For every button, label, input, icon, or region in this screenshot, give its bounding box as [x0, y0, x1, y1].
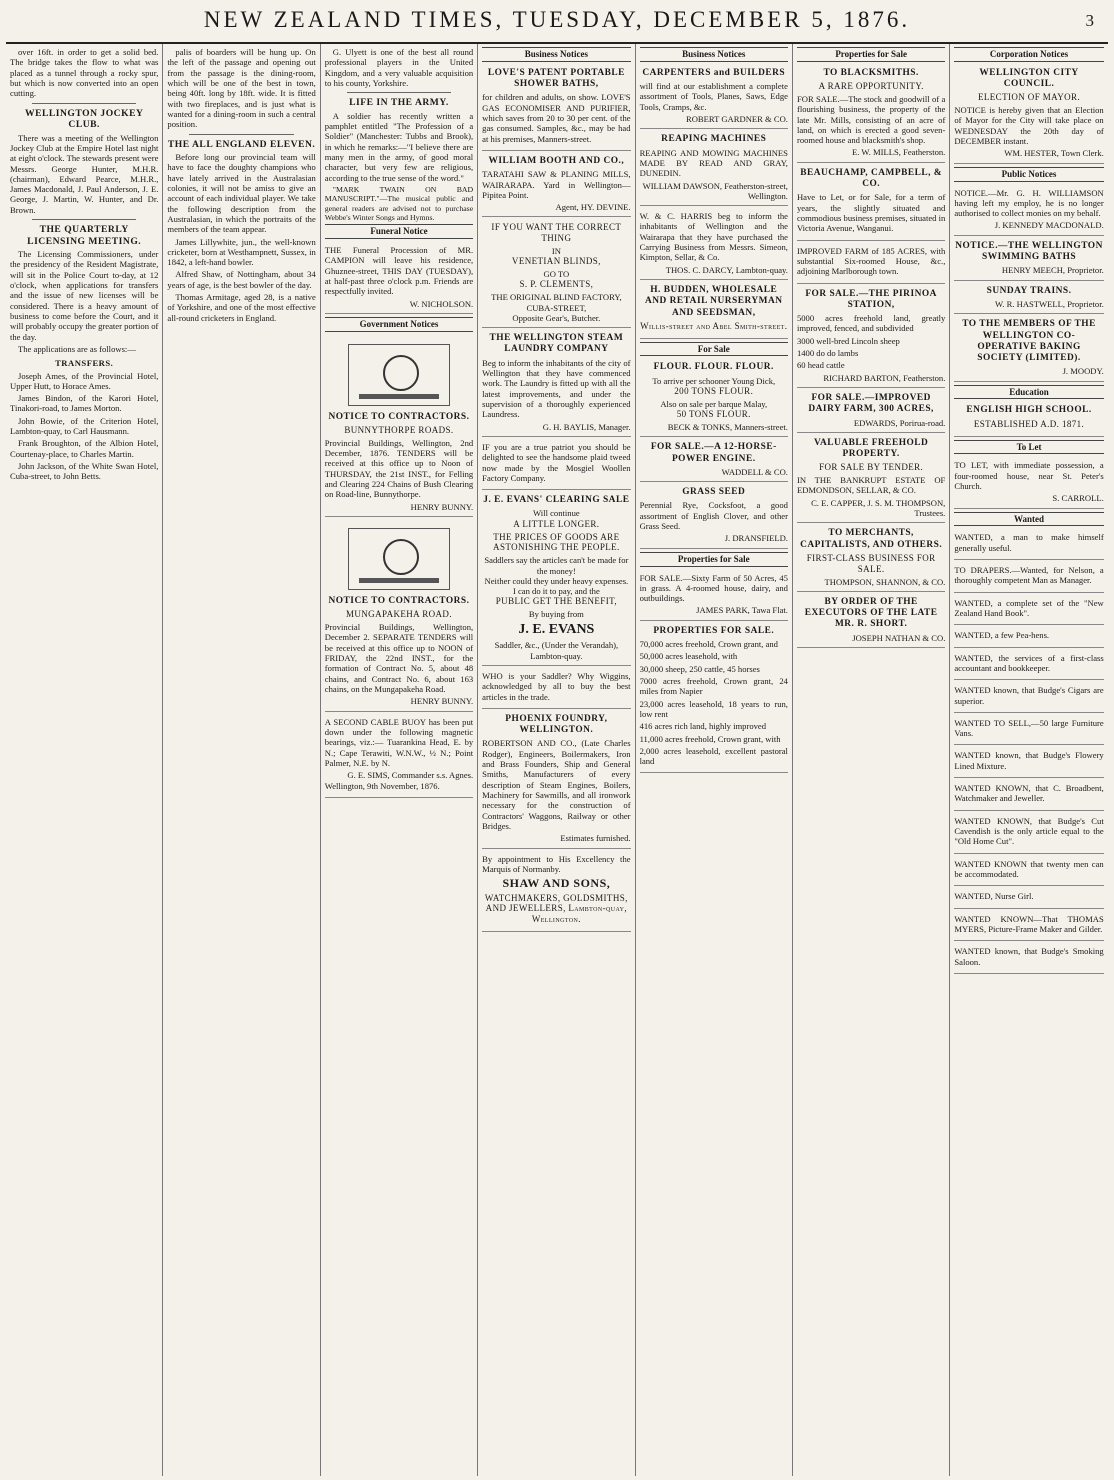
property-item: 23,000 acres leasehold, 18 years to run, low rent [639, 698, 788, 719]
column-4 [478, 44, 635, 1476]
property-item: 50,000 acres leasehold, with [639, 651, 738, 662]
ad-loves-baths [482, 66, 630, 151]
ad-engine [640, 440, 788, 482]
ad-title: TO THE MEMBERS OF THE WELLINGTON CO-OPERATIVE BAKING SOCIETY (LIMITED). [962, 319, 1096, 364]
ad-beauchamp [797, 166, 945, 241]
masthead [6, 0, 1108, 44]
ad-signature: THOMPSON, SHANNON, & CO. [824, 576, 946, 587]
ad-signature: G. H. BAYLIS, Manager. [542, 421, 631, 432]
ad-line: To arrive per schooner Young Dick, [652, 375, 776, 386]
ad-signature: Estimates furnished. [560, 833, 631, 844]
ad-body: IN THE BANKRUPT ESTATE OF EDMONDSON, SELLAR, & CO. [796, 475, 946, 496]
ad-body: IF you are a true patriot you should be delighted to see the handsome plaid tweed now made by the Mosgiel Woollen Factory Company. [482, 441, 631, 483]
ad-line: Saddlers say the articles can't be made for the money! [484, 555, 629, 576]
wanted-text: WANTED KNOWN—That THOMAS MYERS, Picture-Frame Maker and Gilder. [954, 913, 1104, 934]
station-item: 3000 well-bred Lincoln sheep [796, 335, 900, 346]
station-item: 1400 do do lambs [796, 348, 859, 358]
section-for-sale: For Sale [640, 342, 788, 357]
notice-cable-buoy [325, 715, 473, 798]
wanted-text: WANTED, Nurse Girl. [954, 891, 1034, 902]
ad-title: VALUABLE FREEHOLD PROPERTY. [813, 437, 929, 460]
ad-body: NOTICE is hereby given that an Election of Mayor for the City will take place on WEDNESDAY the 20th day of DECEMBER instant. [954, 105, 1104, 147]
section-business-notices: Business Notices [482, 47, 630, 62]
notice-subtitle: BUNNYTHORPE ROADS. [344, 425, 454, 436]
ad-subtitle: ELECTION OF MAYOR. [977, 92, 1081, 103]
wanted-ad [954, 596, 1103, 626]
property-item: 70,000 acres freehold, Crown grant, and [639, 639, 778, 650]
eleven-heading: THE ALL ENGLAND ELEVEN. [167, 138, 316, 150]
funeral-text: THE Funeral Procession of MR. CAMPION will leave his residence, Ghuznee-street, THIS DAY (TUESDAY), at half-past three o'clock p.m. Friends are respectfully invited. [324, 245, 474, 297]
article-ulyett [325, 47, 473, 88]
article-boarding [167, 47, 315, 130]
ad-dairy-farm [797, 391, 945, 433]
ad-line: VENETIAN BLINDS, [511, 256, 601, 267]
ad-merchants [797, 526, 945, 591]
wanted-text: WANTED, a man to make himself generally useful. [954, 532, 1104, 553]
notice-title: NOTICE TO CONTRACTORS. [328, 596, 470, 607]
wanted-ad [954, 857, 1103, 887]
ad-patriot-tweed [482, 440, 630, 490]
notice-subtitle: MUNGAPAKEHA ROAD. [345, 609, 452, 620]
ad-signature: WADDELL & CO. [721, 466, 788, 477]
section-corporation-notices: Corporation Notices [954, 47, 1103, 62]
transfer-item: John Bowie, of the Criterion Hotel, Lambton-quay, to Carl Hausmann. [10, 415, 159, 437]
wanted-ad [954, 814, 1103, 854]
royal-arms-icon [348, 344, 450, 406]
transfer-item: Joseph Ames, of the Provincial Hotel, Upper Hutt, to Horace Ames. [10, 370, 159, 391]
ad-body: Beg to inform the inhabitants of the city of Wellington that they have commenced work. The Laundry is fitted up with all the latest improvements, and under the supervision of a thoroughly experienced Laundress. [482, 357, 631, 420]
property-item: 7000 acres freehold, Crown grant, 24 miles from Napier [639, 675, 788, 697]
notice-body: Provincial Buildings, Wellington, 2nd December, 1876. TENDERS will be received at this office up to Noon of THURSDAY, the 21st INST., for Felling and Clearing 224 Chains of Bush Clearing on Road-line, Bunnythorpe. [324, 437, 474, 500]
ad-signature: THOS. C. DARCY, Lambton-quay. [665, 264, 788, 275]
ad-line: 50 TONS FLOUR. [676, 409, 751, 420]
wanted-text: WANTED TO SELL,—50 large Furniture Vans. [954, 717, 1104, 739]
player-entry: Alfred Shaw, of Nottingham, about 34 years of age, is the best bowler of the day. [167, 269, 316, 290]
ad-line: THE PRICES OF GOODS ARE ASTONISHING THE PEOPLE. [493, 531, 620, 553]
ad-title: ENGLISH HIGH SCHOOL. [966, 405, 1092, 416]
ad-body: will find at our establishment a complete assortment of Tools, Planes, Saws, Edge Tools, Cramps, &c. [639, 81, 788, 112]
section-properties-for-sale: Properties for Sale [797, 47, 945, 62]
ad-line: S. P. CLEMENTS, [519, 279, 594, 290]
notice-bunnythorpe [325, 336, 473, 517]
ad-title: PROPERTIES FOR SALE. [653, 625, 775, 636]
ad-line: A LITTLE LONGER. [513, 518, 600, 529]
ad-body: W. & C. HARRIS beg to inform the inhabitants of Wellington and the Wairarapa that they have purchased the Carrying Business from Messrs. Simeon, Kimpton, Sellar, & Co. [639, 211, 788, 263]
ad-williamson-notice [954, 186, 1103, 236]
ad-subtitle: A RARE OPPORTUNITY. [818, 81, 924, 92]
ad-title: SHAW AND SONS, [502, 876, 611, 891]
ad-line: PUBLIC GET THE BENEFIT, [495, 596, 617, 607]
ad-signature: C. E. CAPPER, J. S. M. THOMPSON, Trustees. [811, 497, 946, 519]
wanted-ad [954, 781, 1103, 811]
ad-signature: Agent, HY. DEVINE. [555, 202, 631, 213]
ad-pirinoa-station [797, 287, 945, 388]
army-text: A soldier has recently written a pamphlet entitled "The Profession of a Soldier" (Manchester: Tubbs and Brook), in which he remarks:—"I believe there are many men in the army, of good moral character, but very few are religious, according to the true sense of the word." [324, 110, 474, 183]
ad-line: CUBA-STREET, [526, 302, 587, 313]
ad-phoenix-foundry [482, 712, 630, 849]
ad-venetian-blinds [482, 220, 630, 328]
ad-signature: WM. HESTER, Town Clerk. [1004, 148, 1104, 159]
ad-improved-farm [797, 244, 945, 284]
section-education: Education [954, 385, 1103, 400]
notice-mungapakeha [325, 520, 473, 712]
ad-title: SUNDAY TRAINS. [986, 285, 1072, 296]
ad-body: TARATAHI SAW & PLANING MILLS, WAIRARAPA. Yard in Wellington—Pipitea Point. [482, 169, 631, 200]
ad-title: FOR SALE.—A 12-HORSE-POWER ENGINE. [650, 442, 777, 464]
army-heading: LIFE IN THE ARMY. [349, 97, 449, 109]
ad-body: NOTICE.—Mr. G. H. WILLIAMSON having left my employ, he is no longer authorised to collect monies on my behalf. [954, 187, 1104, 219]
column-3 [321, 44, 478, 1476]
column-1 [6, 44, 163, 1476]
ad-harris-carrying [640, 209, 788, 280]
ad-signature: J. KENNEDY MACDONALD. [994, 220, 1104, 231]
ad-valuable-freehold [797, 436, 945, 524]
ad-line: Also on sale per barque Malay, [660, 398, 768, 409]
ad-budden-nursery [640, 283, 788, 339]
wanted-text: WANTED known, that Budge's Smoking Saloon. [954, 946, 1104, 967]
ad-body: WHO is your Saddler? Why Wiggins, acknowledged by all to buy the best articles in the trade. [482, 670, 631, 702]
ad-properties [640, 624, 788, 774]
newspaper-title: NEW ZEALAND TIMES, TUESDAY, DECEMBER 5, 1876. [203, 7, 911, 32]
section-public-notices: Public Notices [954, 167, 1103, 182]
wanted-ad [954, 716, 1103, 746]
property-item: 11,000 acres freehold, Crown grant, with [639, 733, 781, 744]
ad-signature: W. R. HASTWELL, Proprietor. [994, 298, 1104, 309]
section-to-let: To Let [954, 440, 1103, 455]
article-life-in-army [325, 97, 473, 222]
ad-body: IMPROVED FARM of 185 ACRES, with substantial Six-roomed House, &c., adjoining Marlborough town. [796, 245, 946, 277]
ad-signature: RICHARD BARTON, Featherston. [823, 372, 946, 383]
ad-line: Saddler, &c., (Under the Verandah), Lambton-quay. [494, 640, 619, 661]
article-all-england-eleven [167, 139, 315, 324]
ad-title: BY ORDER OF THE EXECUTORS OF THE LATE MR. R. SHORT. [804, 596, 938, 630]
applications-label: The applications are as follows:— [18, 343, 136, 354]
ad-blacksmiths [797, 66, 945, 163]
ad-signature: S. CARROLL. [1052, 493, 1104, 504]
ad-lead: By appointment to His Excellency the Marquis of Normanby. [482, 853, 631, 874]
licensing-text: The Licensing Commissioners, under the presidency of the Resident Magistrate, will sit in the Police Court to-day, at 12 o'clock, when applications for transfers and the issue of new licenses will be considered. There is a heavy amount of business to come before the Court, and it will probably occupy the greater portion of the day. [10, 249, 159, 342]
columns [6, 44, 1108, 1476]
ad-carpenters [640, 66, 788, 130]
jockey-club-text: There was a meeting of the Wellington Jockey Club at the Empire Hotel last night at eight o'clock. The stewards present were Messrs. George Hunter, M.H.R. (chairman), Edward Pearce, M.H.R., James Macdonald, J. Paul Anderson, J. E. George, J. Martin, W. Hunter, and Dr. Brown. [10, 132, 159, 215]
licensing-heading: THE QUARTERLY LICENSING MEETING. [27, 224, 142, 247]
ad-signature: WILLIAM DAWSON, Featherston-street, Wellington. [642, 180, 788, 201]
ad-title: TO BLACKSMITHS. [823, 67, 919, 78]
section-wanted: Wanted [954, 512, 1103, 527]
ad-executors [797, 595, 945, 648]
wanted-ad [954, 944, 1103, 974]
ad-title: PHOENIX FOUNDRY, WELLINGTON. [505, 713, 608, 736]
royal-arms-icon [348, 528, 450, 590]
section-funeral-notice: Funeral Notice [325, 224, 473, 239]
wanted-text: WANTED, a complete set of the "New Zealand Hand Book". [954, 597, 1104, 618]
ad-signature: J. DRANSFIELD. [724, 533, 788, 544]
column-6 [793, 44, 950, 1476]
ad-body: for children and adults, on show. LOVE'S GAS ECONOMISER AND PURIFIER, which saves from 20 to 30 per cent. of the gas consumed. Samples, &c., may be had at his premises, Manners-street. [482, 92, 631, 144]
wanted-ad [954, 530, 1103, 560]
ad-line: IF YOU WANT THE CORRECT THING [491, 222, 622, 244]
boarding-text: palis of boarders will be hung up. On the left of the passage and opening out from the passage is the dining-room, which will be one of the best in town, being 40ft. long by 18ft. wide. It is fitted with two fireplaces, and is just what is wanted for a dining-room in such a central position. [167, 47, 316, 130]
article-intro [10, 47, 158, 99]
ad-line: 200 TONS FLOUR. [674, 386, 754, 397]
ad-high-school [954, 403, 1103, 436]
ad-title: J. E. EVANS' CLEARING SALE [483, 495, 630, 506]
ad-title: FOR SALE.—THE PIRINOA STATION, [805, 288, 937, 310]
wanted-text: WANTED, a few Pea-hens. [954, 630, 1050, 641]
wanted-ad [954, 563, 1103, 593]
ad-farm-sale [640, 571, 788, 621]
ad-subtitle: FIRST-CLASS BUSINESS FOR SALE. [806, 552, 936, 574]
wanted-text: WANTED KNOWN, that Budge's Cut Cavendish is the only article equal to the "Old Home Cut". [954, 815, 1104, 847]
ad-signature: EDWARDS, Porirua-road. [853, 417, 946, 428]
wanted-text: WANTED known, that Budge's Cigars are superior. [954, 685, 1104, 706]
ad-title: WILLIAM BOOTH AND CO., [488, 155, 625, 166]
property-item: 2,000 acres leasehold, excellent pastoral land [639, 745, 788, 767]
ad-signature: HENRY MEECH, Proprietor. [1001, 265, 1104, 276]
funeral-signature: W. NICHOLSON. [409, 298, 474, 309]
ad-wiggins-saddler [482, 669, 630, 709]
station-item: 60 head cattle [796, 360, 845, 371]
ad-line: GO TO [543, 269, 570, 280]
ad-line: Opposite Gear's, Butcher. [512, 312, 601, 323]
ad-title: FOR SALE.—IMPROVED DAIRY FARM, 300 ACRES, [808, 392, 934, 415]
notice-signature: HENRY BUNNY. [410, 696, 474, 707]
ad-evans-clearing-sale [482, 493, 630, 666]
notice-title: NOTICE TO CONTRACTORS. [328, 411, 470, 422]
ad-reaping-machines [640, 132, 788, 206]
notice-signature: HENRY BUNNY. [410, 501, 474, 512]
intro-text: over 16ft. in order to get a solid bed. The bridge takes the flow to what was placed as a tunnel through a rocky spur, but which is now converted into an open cutting. [10, 47, 159, 99]
funeral-notice [325, 243, 473, 314]
transfer-item: John Jackson, of the White Swan Hotel, Cuba-street, to John Betts. [10, 461, 159, 482]
ad-title: CARPENTERS and BUILDERS [642, 67, 786, 78]
ad-signature: JOSEPH NATHAN & CO. [852, 632, 946, 643]
ad-flour [640, 360, 788, 437]
ad-to-let [954, 458, 1103, 508]
transfer-item: James Bindon, of the Karori Hotel, Tinakori-road, to James Morton. [10, 393, 159, 414]
ad-title: WELLINGTON CITY COUNCIL. [979, 67, 1079, 90]
ad-title: GRASS SEED [682, 487, 746, 498]
ad-body: TO LET, with immediate possession, a four-roomed house, near St. Peter's Church. [954, 460, 1104, 491]
property-item: 30,000 sheep, 250 cattle, 45 horses [639, 663, 760, 674]
wanted-ad [954, 889, 1103, 908]
ad-shaw-and-sons [482, 852, 630, 932]
ad-line: Neither could they under heavy expenses. [484, 575, 629, 586]
ad-baking-society [954, 317, 1103, 381]
section-properties-for-sale: Properties for Sale [640, 552, 788, 567]
ad-body: Perennial Rye, Cocksfoot, a good assortment of English Clover, and other Grass Seed. [639, 500, 788, 532]
column-2 [163, 44, 320, 1476]
ad-subtitle: WATCHMAKERS, GOLDSMITHS, AND JEWELLERS, Lambton-quay, Wellington. [484, 892, 628, 925]
ad-signature: ROBERT GARDNER & CO. [685, 114, 788, 125]
station-item: 5000 acres freehold land, greatly improved, fenced, and subdivided [796, 313, 946, 334]
player-entry: James Lillywhite, jun., the well-known cricketer, born at Westhampnett, Sussex, in 1842, a left-hand bowler. [167, 236, 316, 268]
section-government-notices: Government Notices [325, 317, 473, 332]
ad-city-council [954, 66, 1103, 164]
ad-body: FOR SALE.—The stock and goodwill of a flourishing business, the property of the late Mr. Mills, consisting of an acre of land, on which is erected a good seven-roomed house and blacksmith's shop. [796, 93, 946, 146]
ad-title: REAPING MACHINES [661, 134, 767, 145]
wanted-ad [954, 748, 1103, 778]
ad-title: H. BUDDEN, WHOLESALE AND RETAIL NURSERYMAN AND SEEDSMAN, [644, 285, 783, 318]
ad-signature: J. MOODY. [1062, 366, 1104, 377]
ulyett-text: G. Ulyett is one of the best all round professional players in the United Kingdom, and a very valuable acquisition to his county, Yorkshire. [324, 47, 474, 88]
player-entry: Thomas Armitage, aged 28, is a native of Yorkshire, and one of the most effective all-round cricketers in England. [167, 292, 316, 323]
ad-line: Will continue [533, 508, 580, 519]
ad-title: LOVE'S PATENT PORTABLE SHOWER BATHS, [487, 67, 625, 90]
buoy-date: Wellington, 9th November, 1876. [324, 780, 440, 791]
ad-william-booth [482, 154, 630, 218]
buoy-text: A SECOND CABLE BUOY has been put down under the following magnetic bearings, viz.:— Tuarankina Head, E. by N.; Cape Terawiti, W.N.W., ½ N.; Point Palmer, N.E. by N. [324, 716, 474, 768]
ad-title: THE WELLINGTON STEAM LAUNDRY COMPANY [489, 333, 624, 355]
ad-body: REAPING AND MOWING MACHINES MADE BY READ AND GRAY, DUNEDIN. [639, 147, 788, 179]
ad-swimming-baths [954, 239, 1103, 281]
ad-signature: JAMES PARK, Tawa Flat. [696, 605, 788, 616]
ad-body: ROBERTSON AND CO., (Late Charles Rodger), Engineers, Boilermakers, Iron and Brass Founders, Ship and General Smiths, Manufacturers of every description of Steam Engines, Boilers, Machinery for Sawmills, and all ironwork necessary for the construction of Contractors' Waggons, Railway or other Bridges. [482, 738, 631, 831]
ad-body: FOR SALE.—Sixty Farm of 50 Acres, 45 in grass. A 4-roomed house, dairy, and outbuildings. [639, 572, 788, 604]
wanted-ad [954, 683, 1103, 713]
ad-line: By buying from [528, 609, 584, 620]
ad-line: IN [551, 246, 561, 257]
ad-steam-laundry [482, 331, 630, 437]
buoy-signature: G. E. SIMS, Commander s.s. Agnes. [347, 770, 474, 781]
ad-subtitle: FOR SALE BY TENDER. [819, 462, 924, 473]
wanted-text: WANTED KNOWN that twenty men can be accommodated. [954, 858, 1104, 879]
property-item: 416 acres rich land, highly improved [639, 721, 767, 732]
ad-signature: E. W. MILLS, Featherston. [852, 147, 946, 158]
article-jockey-club [10, 108, 158, 216]
wanted-text: TO DRAPERS.—Wanted, for Nelson, a thoroughly competent Man as Manager. [954, 565, 1104, 586]
transfer-item: Frank Broughton, of the Albion Hotel, Courtenay-place, to Charles Martin. [10, 438, 159, 459]
article-licensing [10, 224, 158, 482]
ad-sunday-trains [954, 284, 1103, 315]
wanted-text: WANTED, the services of a first-class accountant and bookkeeper. [954, 652, 1104, 673]
wanted-text: WANTED known, that Budge's Flowery Lined Mixture. [954, 750, 1104, 771]
ad-grass-seed [640, 485, 788, 549]
wanted-ad [954, 651, 1103, 681]
ad-subtitle: ESTABLISHED A.D. 1871. [973, 418, 1085, 429]
notice-body: Provincial Buildings, Wellington, December 2. SEPARATE TENDERS will be received at this office up to NOON of FRIDAY, the 22nd INST., for the formation of Contract No. 5, about 48 chains, and Contract No. 6, about 163 chains, on the Mungapakeha Road. [324, 622, 474, 694]
ad-body: Have to Let, or for Sale, for a term of years, the slightly situated and commodious business premises, situated in Victoria Avenue, Wanganui. [796, 192, 946, 234]
ad-title: FLOUR. FLOUR. FLOUR. [653, 362, 774, 373]
ad-subtitle: Willis-street and Abel Smith-street. [640, 320, 788, 331]
transfers-label: TRANSFERS. [55, 358, 114, 369]
ad-title: NOTICE.—THE WELLINGTON SWIMMING BATHS [955, 240, 1103, 263]
eleven-intro: Before long our provincial team will have to face the doughty champions who have lately arrived in the Australasian colonies, it will not be amiss to give an account of each individual player. We take the following description from the Australasian, in which the portraits of the members of the team appear. [167, 152, 316, 235]
page-number: 3 [1085, 11, 1094, 30]
ad-signature: BECK & TONKS, Manners-street. [667, 421, 788, 432]
wanted-ad [954, 912, 1103, 942]
ad-title: TO MERCHANTS, CAPITALISTS, AND OTHERS. [800, 528, 943, 550]
jockey-club-heading: WELLINGTON JOCKEY CLUB. [24, 107, 144, 131]
column-5 [636, 44, 793, 1476]
ad-line: I can do it to pay, and the [512, 586, 600, 597]
ad-line: THE ORIGINAL BLIND FACTORY, [491, 292, 622, 303]
wanted-ad [954, 628, 1103, 647]
ad-title: BEAUCHAMP, CAMPBELL, & CO. [800, 167, 943, 190]
section-business-notices: Business Notices [640, 47, 788, 62]
wanted-text: WANTED KNOWN, that C. Broadbent, Watchmaker and Jeweller. [954, 783, 1104, 804]
column-7 [950, 44, 1107, 1476]
mark-twain-quote: "MARK TWAIN ON BAD MANUSCRIPT."—The musical public and general readers are advised not to purchase Webbe's Winter Songs and Hymns. [324, 184, 474, 222]
ad-line: J. E. EVANS [518, 621, 595, 637]
